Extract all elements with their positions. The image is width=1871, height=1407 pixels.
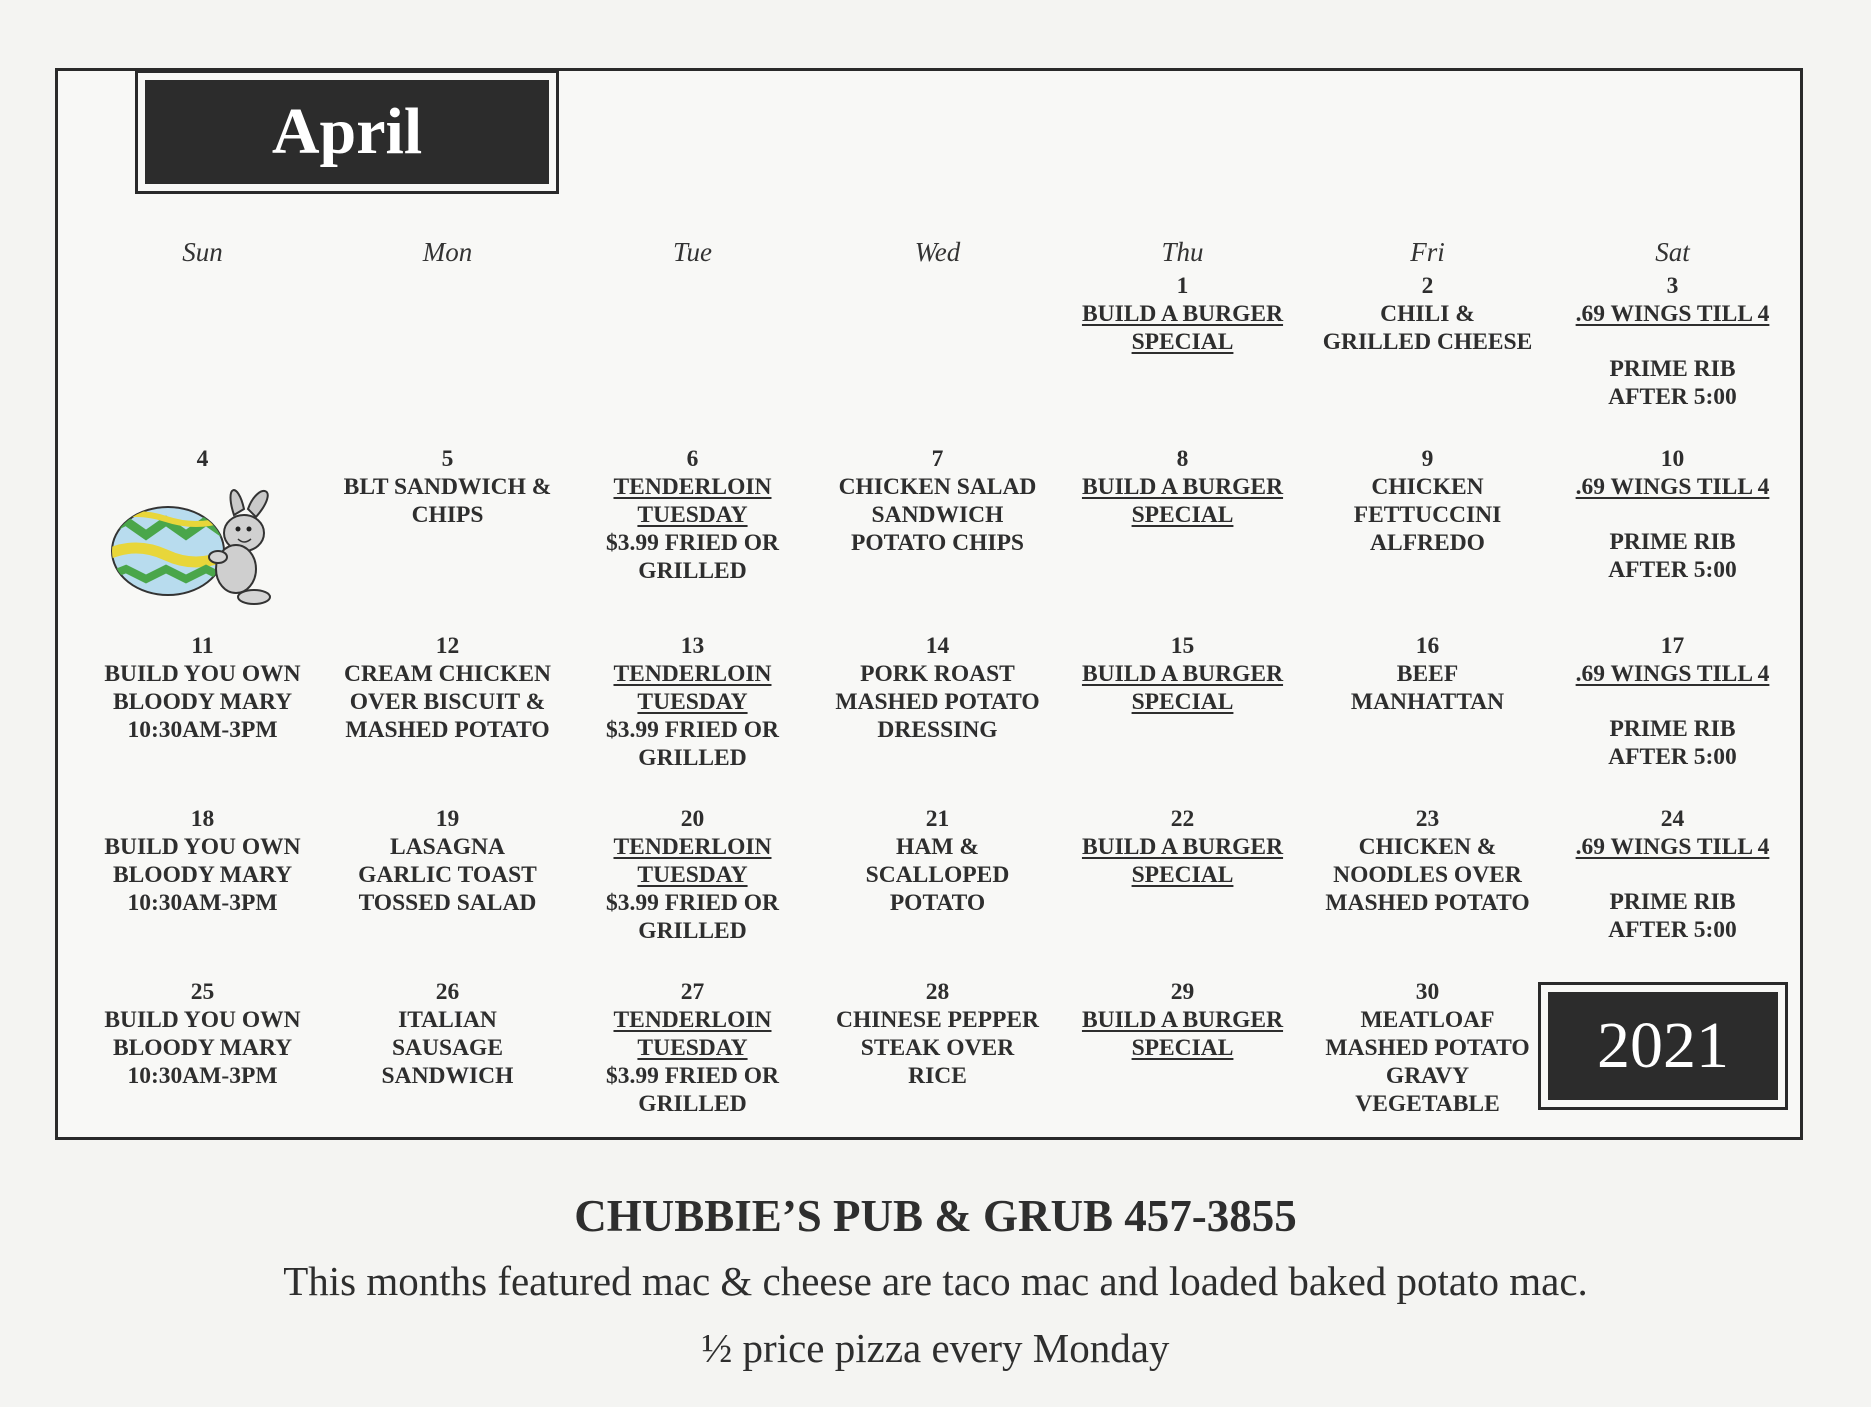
menu-special-line: STEAK OVER [860, 1035, 1015, 1061]
menu-special-line: $3.99 FRIED OR [606, 1063, 779, 1089]
spacer [1550, 501, 1795, 528]
menu-special-line: BUILD A BURGER [1081, 661, 1284, 687]
weekday-header-row [80, 237, 1795, 268]
day-number: 19 [435, 806, 460, 832]
calendar-cell-empty [325, 272, 570, 445]
day-number: 10 [1660, 446, 1685, 472]
day-number: 25 [190, 979, 215, 1005]
menu-special-line: $3.99 FRIED OR [606, 530, 779, 556]
month-title: April [145, 80, 549, 184]
calendar-day-cell [815, 445, 1060, 632]
day-number: 11 [191, 633, 214, 659]
menu-special-line: BLOODY MARY [112, 862, 293, 888]
menu-special-line: GARLIC TOAST [358, 862, 537, 888]
menu-special-line: TENDERLOIN [613, 661, 772, 687]
menu-special-line: MASHED POTATO [1325, 1035, 1530, 1061]
weekday-tue: Tue [672, 237, 712, 267]
menu-special-line: BUILD A BURGER [1081, 834, 1284, 860]
menu-special-line: CHICKEN & [1358, 834, 1497, 860]
day-number: 6 [686, 446, 699, 472]
calendar-day-cell [1305, 978, 1550, 1158]
restaurant-name-phone: CHUBBIE’S PUB & GRUB 457-3855 [574, 1191, 1297, 1241]
calendar-day-cell [80, 978, 325, 1158]
menu-special-line: SPECIAL [1131, 862, 1234, 888]
menu-special-line: $3.99 FRIED OR [606, 717, 779, 743]
day-number: 21 [925, 806, 950, 832]
menu-special-line: $3.99 FRIED OR [606, 890, 779, 916]
weekday-sat: Sat [1655, 237, 1690, 267]
calendar-day-cell [1060, 632, 1305, 805]
menu-special-line: CHIPS [411, 502, 484, 528]
day-number: 27 [680, 979, 705, 1005]
calendar-day-cell [1305, 632, 1550, 805]
menu-special-line: BUILD YOU OWN [104, 834, 301, 860]
menu-special-line: SAUSAGE [391, 1035, 503, 1061]
menu-special-line: SCALLOPED [865, 862, 1010, 888]
calendar-day-cell [80, 632, 325, 805]
day-number: 8 [1176, 446, 1189, 472]
day-number: 20 [680, 806, 705, 832]
calendar-day-cell [1060, 978, 1305, 1158]
menu-special-line: MANHATTAN [1350, 689, 1505, 715]
menu-special-line: CHINESE PEPPER [835, 1007, 1040, 1033]
day-number: 26 [435, 979, 460, 1005]
day-number: 29 [1170, 979, 1195, 1005]
year-label: 2021 [1548, 992, 1778, 1100]
calendar-day-cell [1305, 805, 1550, 978]
calendar-day-cell [815, 978, 1060, 1158]
calendar-day-cell [815, 632, 1060, 805]
menu-special-line: 10:30AM-3PM [127, 890, 278, 916]
menu-special-line: ITALIAN [398, 1007, 497, 1033]
menu-special-line: BUILD YOU OWN [104, 1007, 301, 1033]
calendar-cell-empty [80, 272, 325, 445]
menu-special-line: PRIME RIB [1609, 356, 1736, 382]
menu-special-line: GRILLED [638, 558, 747, 584]
menu-special-line: GRILLED [638, 745, 747, 771]
day-number: 4 [196, 446, 209, 472]
menu-special-line: .69 WINGS TILL 4 [1575, 301, 1770, 327]
menu-special-line: TOSSED SALAD [358, 890, 537, 916]
day-number: 7 [931, 446, 944, 472]
calendar-day-cell [80, 445, 325, 632]
day-number: 9 [1421, 446, 1434, 472]
day-number: 23 [1415, 806, 1440, 832]
menu-special-line: OVER BISCUIT & [349, 689, 546, 715]
menu-special-line: AFTER 5:00 [1608, 917, 1737, 943]
calendar-day-cell [1305, 445, 1550, 632]
day-number: 3 [1666, 273, 1679, 299]
menu-special-line: SANDWICH [871, 502, 1004, 528]
menu-special-line: .69 WINGS TILL 4 [1575, 834, 1770, 860]
calendar-day-cell [1550, 445, 1795, 632]
day-number: 2 [1421, 273, 1434, 299]
menu-special-line: MASHED POTATO [835, 689, 1040, 715]
menu-special-line: BLOODY MARY [112, 1035, 293, 1061]
menu-special-line: HAM & [896, 834, 979, 860]
calendar-day-cell [1550, 805, 1795, 978]
menu-special-line: TUESDAY [637, 862, 748, 888]
menu-special-line: SPECIAL [1131, 1035, 1234, 1061]
calendar-day-cell [1060, 272, 1305, 445]
menu-special-line: LASAGNA [390, 834, 505, 860]
spacer [1550, 861, 1795, 888]
day-number: 15 [1170, 633, 1195, 659]
calendar-day-cell [570, 632, 815, 805]
menu-special-line: BUILD YOU OWN [104, 661, 301, 687]
menu-special-line: BLT SANDWICH & [343, 474, 552, 500]
menu-special-line: CHICKEN SALAD [838, 474, 1037, 500]
menu-special-line: BUILD A BURGER [1081, 301, 1284, 327]
weekday-mon: Mon [422, 237, 473, 267]
menu-special-line: GRAVY [1385, 1063, 1470, 1089]
weekday-sun: Sun [182, 237, 223, 267]
weekday-wed: Wed [914, 237, 961, 267]
menu-special-line: BEEF [1396, 661, 1459, 687]
calendar-day-cell [815, 805, 1060, 978]
menu-special-line: TENDERLOIN [613, 1007, 772, 1033]
menu-special-line: CREAM CHICKEN [344, 661, 551, 687]
calendar-day-cell [570, 445, 815, 632]
menu-special-line: POTATO [889, 890, 986, 916]
day-number: 24 [1660, 806, 1685, 832]
spacer [1550, 688, 1795, 715]
calendar-day-cell [325, 805, 570, 978]
menu-special-line: PORK ROAST [860, 661, 1015, 687]
year-badge [1538, 982, 1788, 1110]
menu-special-line: MEATLOAF [1360, 1007, 1495, 1033]
calendar-day-cell [570, 805, 815, 978]
day-number: 16 [1415, 633, 1440, 659]
menu-special-line: TUESDAY [637, 1035, 748, 1061]
day-number: 22 [1170, 806, 1195, 832]
calendar-day-cell [325, 445, 570, 632]
menu-special-line: AFTER 5:00 [1608, 384, 1737, 410]
calendar-cell-empty [570, 272, 815, 445]
calendar-day-cell [1550, 632, 1795, 805]
day-number: 18 [190, 806, 215, 832]
menu-special-line: TUESDAY [637, 502, 748, 528]
spacer [1550, 328, 1795, 355]
menu-special-line: SPECIAL [1131, 502, 1234, 528]
month-badge [135, 70, 559, 194]
featured-mac-note: This months featured mac & cheese are taco mac and loaded baked potato mac. [283, 1258, 1588, 1304]
menu-special-line: PRIME RIB [1609, 529, 1736, 555]
day-number: 12 [435, 633, 460, 659]
calendar-day-cell [1060, 805, 1305, 978]
menu-special-line: TENDERLOIN [613, 474, 772, 500]
calendar-day-cell [570, 978, 815, 1158]
menu-special-line: PRIME RIB [1609, 716, 1736, 742]
menu-special-line: SPECIAL [1131, 329, 1234, 355]
pizza-special-note: ½ price pizza every Monday [701, 1325, 1170, 1371]
menu-special-line: MASHED POTATO [1325, 890, 1530, 916]
day-number: 14 [925, 633, 950, 659]
easter-bunny-icon [106, 479, 296, 609]
menu-special-line: AFTER 5:00 [1608, 557, 1737, 583]
menu-special-line: TUESDAY [637, 689, 748, 715]
menu-special-line: PRIME RIB [1609, 889, 1736, 915]
day-number: 17 [1660, 633, 1685, 659]
menu-special-line: 10:30AM-3PM [127, 717, 278, 743]
calendar-day-cell [1305, 272, 1550, 445]
day-number: 30 [1415, 979, 1440, 1005]
menu-special-line: VEGETABLE [1355, 1091, 1500, 1117]
menu-special-line: BUILD A BURGER [1081, 1007, 1284, 1033]
menu-special-line: CHICKEN [1371, 474, 1484, 500]
day-number: 28 [925, 979, 950, 1005]
menu-special-line: BUILD A BURGER [1081, 474, 1284, 500]
menu-special-line: SANDWICH [381, 1063, 514, 1089]
menu-special-line: MASHED POTATO [345, 717, 550, 743]
menu-special-line: .69 WINGS TILL 4 [1575, 661, 1770, 687]
day-number: 1 [1176, 273, 1189, 299]
menu-special-line: .69 WINGS TILL 4 [1575, 474, 1770, 500]
menu-special-line: DRESSING [877, 717, 998, 743]
menu-special-line: 10:30AM-3PM [127, 1063, 278, 1089]
menu-special-line: POTATO CHIPS [850, 530, 1024, 556]
weekday-fri: Fri [1410, 237, 1445, 267]
menu-special-line: AFTER 5:00 [1608, 744, 1737, 770]
menu-special-line: CHILI & [1380, 301, 1475, 327]
calendar-day-cell [80, 805, 325, 978]
menu-special-line: NOODLES OVER [1333, 862, 1522, 888]
menu-special-line: BLOODY MARY [112, 689, 293, 715]
menu-special-line: FETTUCCINI [1353, 502, 1502, 528]
calendar-day-cell [325, 978, 570, 1158]
calendar-cell-empty [815, 272, 1060, 445]
menu-special-line: GRILLED [638, 1091, 747, 1117]
menu-special-line: ALFREDO [1370, 530, 1485, 556]
calendar-day-cell [1060, 445, 1305, 632]
calendar-day-cell [325, 632, 570, 805]
day-number: 13 [680, 633, 705, 659]
menu-special-line: TENDERLOIN [613, 834, 772, 860]
menu-special-line: GRILLED [638, 918, 747, 944]
calendar-day-cell [1550, 272, 1795, 445]
menu-special-line: RICE [908, 1063, 967, 1089]
day-number: 5 [441, 446, 454, 472]
menu-special-line: GRILLED CHEESE [1322, 329, 1533, 355]
weekday-thu: Thu [1161, 237, 1204, 267]
menu-special-line: SPECIAL [1131, 689, 1234, 715]
